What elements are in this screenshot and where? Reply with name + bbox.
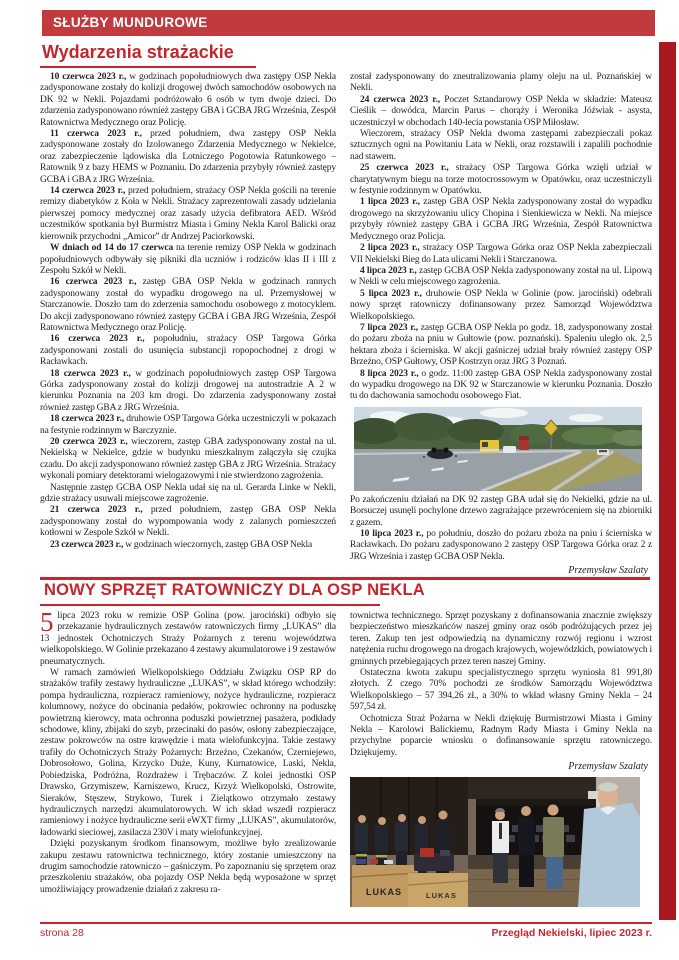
body-paragraph (40, 839, 336, 896)
handover-photo (350, 777, 640, 907)
paragraph-lead: 18 czerwca 2023 r., (50, 414, 125, 425)
paragraph-lead: 2 lipca 2023 r., (360, 243, 420, 254)
body-paragraph (40, 277, 336, 334)
article2-top-rule (40, 577, 650, 580)
red-truck (519, 436, 529, 450)
paragraph-text: strażacy OSP Targowa Górka oraz OSP Nekla zabezpieczali VII Nekielski Bieg do Lata ulicami Nekli i Starczanowa. (350, 243, 652, 265)
paragraph-lead: 1 lipca 2023 r., (360, 197, 420, 208)
body-paragraph (350, 72, 652, 95)
paragraph-lead: W dniach od 14 do 17 czerwca (50, 243, 174, 254)
paragraph-text: Poczet Sztandarowy OSP Nekla w składzie: Mateusz Cieślik – dowódca, Marcin Parus – chorąży i Weronika Jóźwiak - asysta, uczestniczył w obchodach 140-lecia powstania OSP Miłosław. (350, 94, 652, 128)
body-paragraph (350, 243, 652, 266)
paragraph-lead: 11 czerwca 2023 r., (50, 129, 142, 140)
body-paragraph (40, 414, 336, 437)
paragraph-text: popołudniu, strażacy OSP Targowa Górka zadysponowani zostali do usunięcia substancji ropopochodnej z drogi w Racławkach. (40, 334, 336, 368)
issue-label: Przegląd Nekielski, lipiec 2023 r. (491, 927, 652, 939)
white-car (503, 446, 516, 453)
box-label-lukas: LUKAS (366, 887, 402, 898)
body-paragraph (350, 529, 652, 563)
paragraph-lead: 16 czerwca 2023 r., (50, 277, 137, 288)
paragraph-text: Po zakończeniu działań na DK 92 zastęp GBA udał się do Nekielki, gdzie na ul. Borsuczej usunęli pochylone drzewo zagrażające przewróceniem się na zbiorniki z gazem. (350, 494, 652, 528)
paragraph-lead: 4 lipca 2023 r., (360, 265, 417, 276)
body-paragraph (40, 483, 336, 506)
body-paragraph (40, 334, 336, 368)
paragraph-lead: 25 czerwca 2023 r., (360, 163, 449, 174)
man-olive-shirt (543, 805, 564, 890)
article2-title-rule (40, 604, 380, 606)
box-label-lukas-2: LUKAS (426, 891, 457, 901)
paragraph-text: zastęp GCBA OSP Nekla zadysponowany został na ul. Lipową w Nekli w celu miejscowego zagrożenia. (350, 265, 652, 288)
man-black-uniform (518, 806, 535, 887)
paragraph-text: został zadysponowany do zneutralizowania plamy oleju na ul. Poznańskiej w Nekli. (350, 72, 652, 94)
page-number: strona 28 (40, 927, 84, 939)
paragraph-text: w godzinach popołudniowych dwa zastępy OSP Nekla zadysponowane zostały do kolizji drogowej dwóch samochodów osobowych na DK 92 w Nekli. Pojazdami podróżowało 6 osób w tym dwoje dzieci. Do zdarzenia zadysponowano również zastępy GBA i GCBA JRG Września, Zespół Ratownictwa Medycznego oraz Policję. (40, 72, 336, 128)
paragraph-lead: 7 lipca 2023 r., (360, 322, 419, 333)
body-paragraph (350, 611, 652, 668)
paragraph-text: wieczorem, zastęp GBA zadysponowany został na ul. Nekielską w Nekielce, gdzie w budynku mieszkalnym załączyła się czujka czadu. Do akcji zadysponowano również zastęp GBA z JRG Września. Strażacy wykonali pomiary detektorami wielogazowymi i nie stwierdzono zagrożenia. (40, 437, 336, 482)
paragraph-text: zastęp GCBA OSP Nekla po godz. 18, zadysponowany został do pożaru zboża na pniu w Gułtowie (pow. poznański). Spaleniu uległo ok. 2,5 hektara zboża i ścierniska. W akcji gaśniczej udział brały również zastępy OSP Brzeźno, OSP Gułtowy, OSP Kostrzyn oraz JRG 3 Poznań. (350, 322, 652, 368)
paragraph-text: w godzinach popołudniowych zastęp OSP Targowa Górka zadysponowany został do kolizji drogowej na autostradzie A 2 w kierunku Poznania na 203 km drogi. Do zdarzenia zadysponowany został również zastęp GBA z JRG Września. (40, 368, 336, 413)
body-paragraph (40, 72, 336, 129)
article1-columns (40, 72, 652, 578)
article1-col-right (350, 72, 652, 578)
paragraph-text: po południu, doszło do pożaru zboża na pniu i ścierniska w Racławkach. Do pożaru zadysponowano 2 zastępy OSP Targowa Górka oraz 2 z JRG Września i zastęp GCBA OSP Nekla. (350, 529, 652, 562)
article1-title: Wydarzenia strażackie (42, 42, 234, 62)
paragraph-text: lipca 2023 roku w remizie OSP Golina (pow. jarociński) odbyło się przekazanie hydraulicznych zestawów ratowniczych firmy „LUKAS” dla 13 jednostek Ochotniczych Straży Pożarnych z terenu województwa wielkopolskiego. W Golinie przekazano 4 zestawy akumulatorowe i 9 zestawów pneumatycznych. (40, 611, 336, 667)
paragraph-lead: 8 lipca 2023 r., (360, 368, 419, 379)
article2-col-right (350, 611, 652, 920)
paragraph-text: Wieczorem, strażacy OSP Nekla dwoma zastępami zabezpieczali pokaz sztucznych ogni na Powitaniu Lata w Nekli, oraz rozstawili i zapalili pochodnie nad stawem. (350, 129, 652, 162)
paragraph-lead: 24 czerwca 2023 r., (360, 94, 441, 105)
paragraph-lead: 23 czerwca 2023 r., (50, 539, 124, 550)
body-paragraph (40, 243, 336, 277)
body-paragraph (350, 197, 652, 243)
paragraph-lead: 21 czerwca 2023 r., (50, 505, 143, 516)
body-paragraph (350, 323, 652, 369)
paragraph-lead: 5 lipca 2023 r., (360, 288, 422, 299)
body-paragraph (40, 369, 336, 415)
accident-photo (354, 407, 642, 491)
paragraph-text: strażacy OSP Targowa Górka wzięli udział w charytatywnym biegu na torze motocrossowym w Opatówku, oraz uczestniczyli w festynie rodzinnym w Opatówku. (350, 163, 652, 197)
rescue-tool (414, 848, 454, 871)
paragraph-text: przed południem, strażacy OSP Nekla gościli na terenie remizy diabetyków z Koła w Nekli. Strażacy zaprezentowali zasady udzielania pierwszej pomocy medycznej oraz zasady użycia defibratora AED. Wśród uczestników spotkania był Burmistrz Miasta i Gminy Nekla Karol Balicki oraz kierownik przychodni „Amicor” dr Andrzej Paciorkowski. (40, 186, 336, 242)
paragraph-text: W ramach zamówień Wielkopolskiego Oddziału Związku OSP RP do strażaków trafiły zestawy hydrauliczne „LUKAS”, w skład którego wchodziły: pompa hydrauliczna, rozpieracz ramieniowy, nożyce hydrauliczne, rozpieracz kolumnowy, nożyce do obcinania pedałów, pokrowiec ochronny na poduszkę powietrzną kierowcy, mata ochronna poduszki powietrznej pasażera, podkłady schodowe, kliny, zbijaki do szyb, przecinaki do pasów, osłony zabezpieczające, zestaw pokrowców na ostre krawędzie i mata wielofunkcyjna. Takie zestawy trafiły do Ochotniczych Straży Pożarnych: Brzeźno, Czekanów, Czerniejewo, Dobrosołowo, Golina, Krzycko Duże, Kuny, Kurnatowice, Laski, Nekla, Pobiedziska, Podróżna, Rozdrażew i Trębaczów. Z kolei jednostki OSP Drawsko, Grzymiszew, Karniszewo, Krucz, Krzyż Wielkopolski, Ostrowite, Sieraków, Stęszew, Strykowo, Turek i Zielątkowo otrzymało zestawy hydraulicznych narzędzi akumulatorowych. W ich skład wszedł rozpieracz ramieniowy i nożyce hydrauliczne serii eWXT firmy „LUKAS”, akumulatorów, ładowarki sieciowej, zasilacza 230V i maty wielofunkcyjnej. (40, 668, 336, 838)
body-paragraph (40, 186, 336, 243)
paragraph-text: przed południem, dwa zastępy OSP Nekla zadysponowane zostały do Izolowanego Zdarzenia Medycznego w Nekielce, oraz zabezpieczenie lądowiska dla Lotniczego Pogotowia Ratunkowego – Ratownik 9 z bazy HEMS w Poznaniu. Do zdarzenia przybyły również zastępy GCBA i GBA z JRG Września. (40, 129, 336, 185)
body-paragraph (350, 129, 652, 163)
article2-columns (40, 611, 652, 920)
paragraph-text: przed południem, zastęp GBA OSP Nekla zadysponowany został do wypompowania wody z zalanych pomieszczeń kotłowni w Zespole Szkół w Nekli. (40, 505, 336, 539)
article1-title-rule (40, 66, 256, 68)
paragraph-text: druhowie OSP Targowa Górka uczestniczyli w pokazach na festynie rodzinnym w Barczyznie. (40, 414, 336, 436)
paragraph-text: Ostateczna kwota zakupu specjalistycznego sprzętu wyniosła 81 991,80 złotych. Z czego 70% pochodzi ze środków Samorządu Województwa Wielkopolskiego – 57 394,26 zł., a 30% to wkład własny Gminy Nekla – 24 597,54 zł. (350, 668, 652, 713)
paragraph-lead: 14 czerwca 2023 r., (50, 186, 126, 197)
paragraph-lead: 10 czerwca 2023 r., (50, 72, 127, 82)
footer (40, 927, 652, 939)
paragraph-text: townictwa technicznego. Sprzęt pozyskany z dofinansowania znacznie zwiększy bezpieczeństwo mieszkańców naszej gminy oraz osób podróżujących przez jej teren. Zakup ten jest odpowiedzią na dynamiczny rozwój regionu i wzrost natężenia ruchu drogowego na drogach krajowych, wojewódzkich, powiatowych i gminnych przebiegających przez teren naszej Gminy. (350, 611, 652, 667)
section-header-label: SŁUŻBY MUNDUROWE (53, 15, 208, 30)
body-paragraph (40, 505, 336, 539)
paragraph-lead: 10 lipca 2023 r., (360, 529, 424, 539)
body-paragraph (40, 540, 336, 551)
paragraph-text: zastęp GBA OSP Nekla w godzinach rannych zadysponowany został do wypadku drogowego na ul. Przemysłowej w Starczanowie. Doszło tam do zderzenia samochodu osobowego z motocyklem. Do akcji zadysponowano również zastępy GCBA i GBA JRG Września, Zespół Ratownictwa Medycznego oraz Policję. (40, 277, 336, 333)
article1-signature: Przemysław Szalaty (568, 565, 648, 577)
distant-car (597, 449, 609, 455)
body-paragraph (350, 369, 652, 403)
article2-title: NOWY SPRZĘT RATOWNICZY DLA OSP NEKLA (44, 581, 425, 599)
article1-col-left (40, 72, 336, 578)
paragraph-text: Ochotnicza Straż Pożarna w Nekli dziękuję Burmistrzowi Miasta i Gminy Nekla – Karolowi Balickiemu, Radnym Rady Miasta i Gminy Nekla na przychylne poparcie wniosku o dofinansowanie sprzętu ratowniczego. Dziękujemy. (350, 713, 652, 758)
accident-photo-svg (354, 407, 642, 491)
body-paragraph (350, 289, 652, 323)
paragraph-lead: 20 czerwca 2023 r., (50, 437, 128, 447)
paragraph-text: na terenie remizy OSP Nekla w godzinach popołudniowych odbywały się pikniki dla uczniów i rodziców klas II i III z Zespołu Szkół w Nekli. (40, 243, 336, 276)
body-paragraph (350, 495, 652, 529)
section-header-bar (42, 10, 655, 36)
ambulance (480, 440, 499, 453)
drop-cap: 5 (40, 611, 54, 637)
body-paragraph (350, 95, 652, 129)
body-paragraph (350, 714, 652, 760)
paragraph-text: o godz. 11:00 zastęp GBA OSP Nekla zadysponowany został do wypadku drogowego na DK 92 w Starczanowie w kierunku Poznania. Doszło tu do dachowania samochodu osobowego Fiat. (350, 368, 652, 402)
body-paragraph (350, 163, 652, 197)
body-paragraph (40, 437, 336, 483)
body-paragraph (350, 266, 652, 289)
paragraph-text: w godzinach wieczornych, zastęp GBA OSP Nekla (123, 539, 313, 550)
paragraph-text: Następnie zastęp GCBA OSP Nekla udał się na ul. Gerarda Linke w Nekli, gdzie strażacy usuwali miejscowe zagrożenie. (40, 482, 336, 505)
footer-rule (40, 922, 652, 924)
article2-col-left (40, 611, 336, 920)
handover-photo-svg (350, 777, 640, 907)
paragraph-text: zastęp GBA OSP Nekla zadysponowany został do wypadku drogowego na skrzyżowaniu ulicy Chopina i Sienkiewicza w Nekli. Na miejsce przybyły również zastępy GBA i GCBA JRG Września, Zespół Ratownictwa Medycznego oraz Policja. (350, 197, 652, 242)
paragraph-text: Dzięki pozyskanym środkom finansowym, możliwe było zrealizowanie zakupu zestawu ratownictwa technicznego, który zostanie umieszczony na drugim samochodzie ratowniczo – gaśniczym. Po zapoznaniu się sprzętem oraz przeszkoleniu strażaków, oba pojazdy OSP Nekla będą wyposażone w sprzęt umożliwiający prowadzenie działań z zakresu ra- (40, 839, 336, 895)
body-paragraph (350, 668, 652, 714)
body-paragraph (40, 129, 336, 186)
paragraph-text: druhowie OSP Nekla w Golinie (pow. jarociński) odebrali nowy sprzęt ratowniczy dofinansowany przez Samorząd Województwa Wielkopolskiego. (350, 288, 652, 322)
body-paragraph (40, 611, 336, 668)
paragraph-lead: 16 czerwca 2023 r., (50, 334, 145, 345)
article2-signature: Przemysław Szalaty (568, 761, 648, 773)
paragraph-lead: 18 czerwca 2023 r., (50, 368, 131, 379)
body-paragraph (40, 668, 336, 839)
right-edge-red-bar (659, 42, 676, 920)
